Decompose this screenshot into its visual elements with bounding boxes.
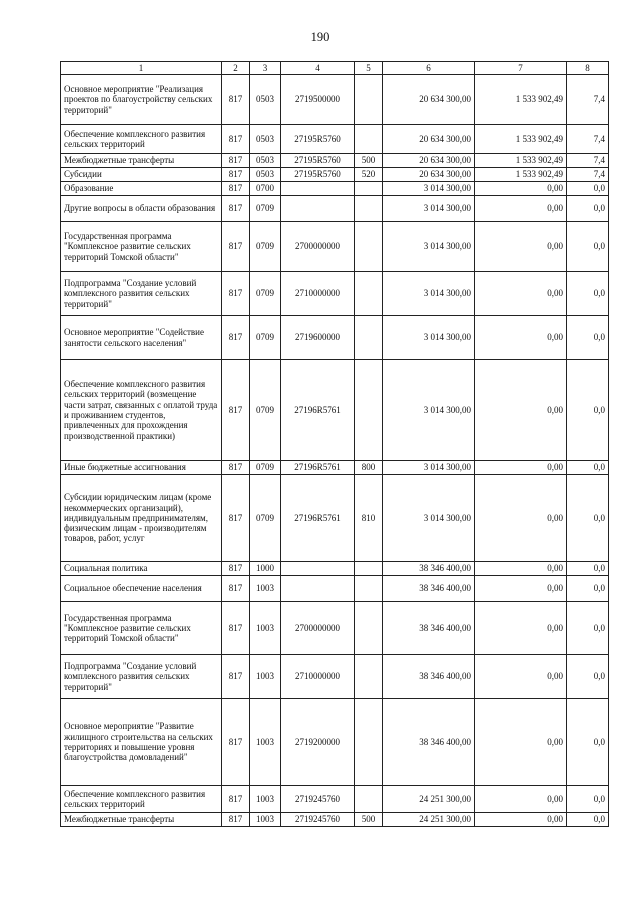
- planned-amount-cell: 38 346 400,00: [383, 602, 475, 655]
- expense-type-cell: [355, 316, 383, 360]
- target-article-cell: 27195R5760: [281, 125, 355, 154]
- header-cell: 6: [383, 62, 475, 75]
- grbs-code-cell: 817: [222, 576, 250, 602]
- execution-percent-cell: 0,0: [567, 475, 609, 562]
- row-name-cell: Субсидии юридическим лицам (кроме некоммерческих организаций), индивидуальным предпринимателям, физическим лицам - производителям товаров, работ, услуг: [61, 475, 222, 562]
- planned-amount-cell: 3 014 300,00: [383, 461, 475, 475]
- planned-amount-cell: 20 634 300,00: [383, 75, 475, 125]
- grbs-code-cell: 817: [222, 699, 250, 786]
- grbs-code-cell: 817: [222, 360, 250, 461]
- table-row: [61, 182, 609, 196]
- section-code-cell: 0503: [250, 168, 281, 182]
- execution-percent-cell: 0,0: [567, 655, 609, 699]
- expense-type-cell: [355, 602, 383, 655]
- execution-percent-cell: 0,0: [567, 222, 609, 272]
- grbs-code-cell: 817: [222, 786, 250, 813]
- row-name-cell: Основное мероприятие "Развитие жилищного строительства на сельских территориях и повышение уровня благоустройства домовладений": [61, 699, 222, 786]
- target-article-cell: 2719245760: [281, 786, 355, 813]
- table-row: [61, 813, 609, 827]
- section-code-cell: 1003: [250, 655, 281, 699]
- row-name-cell: Основное мероприятие "Содействие занятости сельского населения": [61, 316, 222, 360]
- target-article-cell: 2719245760: [281, 813, 355, 827]
- expense-type-cell: [355, 272, 383, 316]
- target-article-cell: 2700000000: [281, 602, 355, 655]
- executed-amount-cell: 0,00: [475, 655, 567, 699]
- planned-amount-cell: 38 346 400,00: [383, 655, 475, 699]
- execution-percent-cell: 0,0: [567, 316, 609, 360]
- row-name-cell: Социальное обеспечение населения: [61, 576, 222, 602]
- target-article-cell: 2719200000: [281, 699, 355, 786]
- row-name-cell: Межбюджетные трансферты: [61, 154, 222, 168]
- planned-amount-cell: 24 251 300,00: [383, 813, 475, 827]
- planned-amount-cell: 3 014 300,00: [383, 316, 475, 360]
- grbs-code-cell: 817: [222, 168, 250, 182]
- planned-amount-cell: 38 346 400,00: [383, 699, 475, 786]
- section-code-cell: 0700: [250, 182, 281, 196]
- execution-percent-cell: 0,0: [567, 813, 609, 827]
- row-name-cell: Обеспечение комплексного развития сельских территорий: [61, 786, 222, 813]
- header-row: [61, 62, 609, 75]
- header-cell: 5: [355, 62, 383, 75]
- row-name-cell: Социальная политика: [61, 562, 222, 576]
- grbs-code-cell: 817: [222, 813, 250, 827]
- grbs-code-cell: 817: [222, 125, 250, 154]
- section-code-cell: 0503: [250, 154, 281, 168]
- expense-type-cell: 500: [355, 813, 383, 827]
- expense-type-cell: 810: [355, 475, 383, 562]
- target-article-cell: 27195R5760: [281, 168, 355, 182]
- table-row: [61, 125, 609, 154]
- grbs-code-cell: 817: [222, 182, 250, 196]
- section-code-cell: 0709: [250, 316, 281, 360]
- planned-amount-cell: 24 251 300,00: [383, 786, 475, 813]
- section-code-cell: 1003: [250, 602, 281, 655]
- section-code-cell: 1003: [250, 699, 281, 786]
- header-cell: 2: [222, 62, 250, 75]
- grbs-code-cell: 817: [222, 154, 250, 168]
- grbs-code-cell: 817: [222, 196, 250, 222]
- table-row: [61, 699, 609, 786]
- expense-type-cell: [355, 576, 383, 602]
- table-row: [61, 154, 609, 168]
- expense-type-cell: [355, 222, 383, 272]
- executed-amount-cell: 0,00: [475, 576, 567, 602]
- table-row: [61, 75, 609, 125]
- grbs-code-cell: 817: [222, 562, 250, 576]
- row-name-cell: Межбюджетные трансферты: [61, 813, 222, 827]
- execution-percent-cell: 0,0: [567, 699, 609, 786]
- execution-percent-cell: 7,4: [567, 154, 609, 168]
- execution-percent-cell: 7,4: [567, 75, 609, 125]
- target-article-cell: 2710000000: [281, 272, 355, 316]
- planned-amount-cell: 3 014 300,00: [383, 272, 475, 316]
- budget-table: [60, 61, 609, 827]
- table-row: [61, 196, 609, 222]
- section-code-cell: 0709: [250, 222, 281, 272]
- expense-type-cell: 500: [355, 154, 383, 168]
- execution-percent-cell: 7,4: [567, 168, 609, 182]
- planned-amount-cell: 38 346 400,00: [383, 562, 475, 576]
- grbs-code-cell: 817: [222, 475, 250, 562]
- table-row: [61, 168, 609, 182]
- target-article-cell: 27196R5761: [281, 360, 355, 461]
- executed-amount-cell: 0,00: [475, 222, 567, 272]
- executed-amount-cell: 1 533 902,49: [475, 125, 567, 154]
- expense-type-cell: [355, 655, 383, 699]
- table-row: [61, 222, 609, 272]
- expense-type-cell: [355, 786, 383, 813]
- section-code-cell: 1003: [250, 576, 281, 602]
- table-row: [61, 316, 609, 360]
- executed-amount-cell: 0,00: [475, 182, 567, 196]
- expense-type-cell: [355, 196, 383, 222]
- table-row: [61, 602, 609, 655]
- executed-amount-cell: 0,00: [475, 699, 567, 786]
- planned-amount-cell: 20 634 300,00: [383, 154, 475, 168]
- section-code-cell: 0503: [250, 75, 281, 125]
- page-number: 190: [310, 30, 330, 44]
- planned-amount-cell: 20 634 300,00: [383, 125, 475, 154]
- executed-amount-cell: 0,00: [475, 813, 567, 827]
- header-cell: 1: [61, 62, 222, 75]
- section-code-cell: 0709: [250, 272, 281, 316]
- expense-type-cell: [355, 360, 383, 461]
- table-row: [61, 461, 609, 475]
- header-cell: 7: [475, 62, 567, 75]
- section-code-cell: 0503: [250, 125, 281, 154]
- planned-amount-cell: 3 014 300,00: [383, 360, 475, 461]
- section-code-cell: 0709: [250, 461, 281, 475]
- row-name-cell: Обеспечение комплексного развития сельских территорий: [61, 125, 222, 154]
- target-article-cell: 2719600000: [281, 316, 355, 360]
- executed-amount-cell: 1 533 902,49: [475, 168, 567, 182]
- row-name-cell: Государственная программа "Комплексное развитие сельских территорий Томской области": [61, 222, 222, 272]
- executed-amount-cell: 0,00: [475, 316, 567, 360]
- executed-amount-cell: 0,00: [475, 461, 567, 475]
- section-code-cell: 0709: [250, 196, 281, 222]
- execution-percent-cell: 0,0: [567, 182, 609, 196]
- row-name-cell: Другие вопросы в области образования: [61, 196, 222, 222]
- planned-amount-cell: 38 346 400,00: [383, 576, 475, 602]
- execution-percent-cell: 0,0: [567, 562, 609, 576]
- section-code-cell: 1003: [250, 786, 281, 813]
- executed-amount-cell: 0,00: [475, 602, 567, 655]
- grbs-code-cell: 817: [222, 316, 250, 360]
- table-row: [61, 475, 609, 562]
- row-name-cell: Государственная программа "Комплексное развитие сельских территорий Томской области": [61, 602, 222, 655]
- executed-amount-cell: 1 533 902,49: [475, 154, 567, 168]
- grbs-code-cell: 817: [222, 222, 250, 272]
- section-code-cell: 1000: [250, 562, 281, 576]
- target-article-cell: 27195R5760: [281, 154, 355, 168]
- expense-type-cell: [355, 75, 383, 125]
- table-row: [61, 655, 609, 699]
- grbs-code-cell: 817: [222, 655, 250, 699]
- grbs-code-cell: 817: [222, 602, 250, 655]
- expense-type-cell: [355, 699, 383, 786]
- target-article-cell: [281, 576, 355, 602]
- target-article-cell: [281, 562, 355, 576]
- planned-amount-cell: 3 014 300,00: [383, 222, 475, 272]
- target-article-cell: [281, 196, 355, 222]
- execution-percent-cell: 0,0: [567, 360, 609, 461]
- executed-amount-cell: 0,00: [475, 562, 567, 576]
- executed-amount-cell: 0,00: [475, 196, 567, 222]
- table-row: [61, 272, 609, 316]
- expense-type-cell: [355, 182, 383, 196]
- execution-percent-cell: 0,0: [567, 602, 609, 655]
- header-cell: 3: [250, 62, 281, 75]
- executed-amount-cell: 0,00: [475, 272, 567, 316]
- table-row: [61, 576, 609, 602]
- expense-type-cell: [355, 562, 383, 576]
- row-name-cell: Обеспечение комплексного развития сельских территорий (возмещение части затрат, связанных с оплатой труда и проживанием студентов, привлеченных для прохождения производственной практики): [61, 360, 222, 461]
- row-name-cell: Субсидии: [61, 168, 222, 182]
- section-code-cell: 1003: [250, 813, 281, 827]
- planned-amount-cell: 20 634 300,00: [383, 168, 475, 182]
- executed-amount-cell: 1 533 902,49: [475, 75, 567, 125]
- execution-percent-cell: 7,4: [567, 125, 609, 154]
- target-article-cell: 2719500000: [281, 75, 355, 125]
- execution-percent-cell: 0,0: [567, 196, 609, 222]
- section-code-cell: 0709: [250, 360, 281, 461]
- executed-amount-cell: 0,00: [475, 475, 567, 562]
- row-name-cell: Основное мероприятие "Реализация проектов по благоустройству сельских территорий": [61, 75, 222, 125]
- expense-type-cell: [355, 125, 383, 154]
- target-article-cell: 27196R5761: [281, 461, 355, 475]
- target-article-cell: 27196R5761: [281, 475, 355, 562]
- executed-amount-cell: 0,00: [475, 786, 567, 813]
- section-code-cell: 0709: [250, 475, 281, 562]
- row-name-cell: Подпрограмма "Создание условий комплексного развития сельских территорий": [61, 272, 222, 316]
- expense-type-cell: 800: [355, 461, 383, 475]
- execution-percent-cell: 0,0: [567, 786, 609, 813]
- expense-type-cell: 520: [355, 168, 383, 182]
- row-name-cell: Образование: [61, 182, 222, 196]
- target-article-cell: 2710000000: [281, 655, 355, 699]
- table-row: [61, 360, 609, 461]
- grbs-code-cell: 817: [222, 461, 250, 475]
- planned-amount-cell: 3 014 300,00: [383, 475, 475, 562]
- row-name-cell: Подпрограмма "Создание условий комплексного развития сельских территорий": [61, 655, 222, 699]
- grbs-code-cell: 817: [222, 272, 250, 316]
- execution-percent-cell: 0,0: [567, 576, 609, 602]
- row-name-cell: Иные бюджетные ассигнования: [61, 461, 222, 475]
- planned-amount-cell: 3 014 300,00: [383, 182, 475, 196]
- target-article-cell: [281, 182, 355, 196]
- header-cell: 4: [281, 62, 355, 75]
- table-row: [61, 786, 609, 813]
- table-row: [61, 562, 609, 576]
- execution-percent-cell: 0,0: [567, 272, 609, 316]
- target-article-cell: 2700000000: [281, 222, 355, 272]
- header-cell: 8: [567, 62, 609, 75]
- execution-percent-cell: 0,0: [567, 461, 609, 475]
- planned-amount-cell: 3 014 300,00: [383, 196, 475, 222]
- executed-amount-cell: 0,00: [475, 360, 567, 461]
- grbs-code-cell: 817: [222, 75, 250, 125]
